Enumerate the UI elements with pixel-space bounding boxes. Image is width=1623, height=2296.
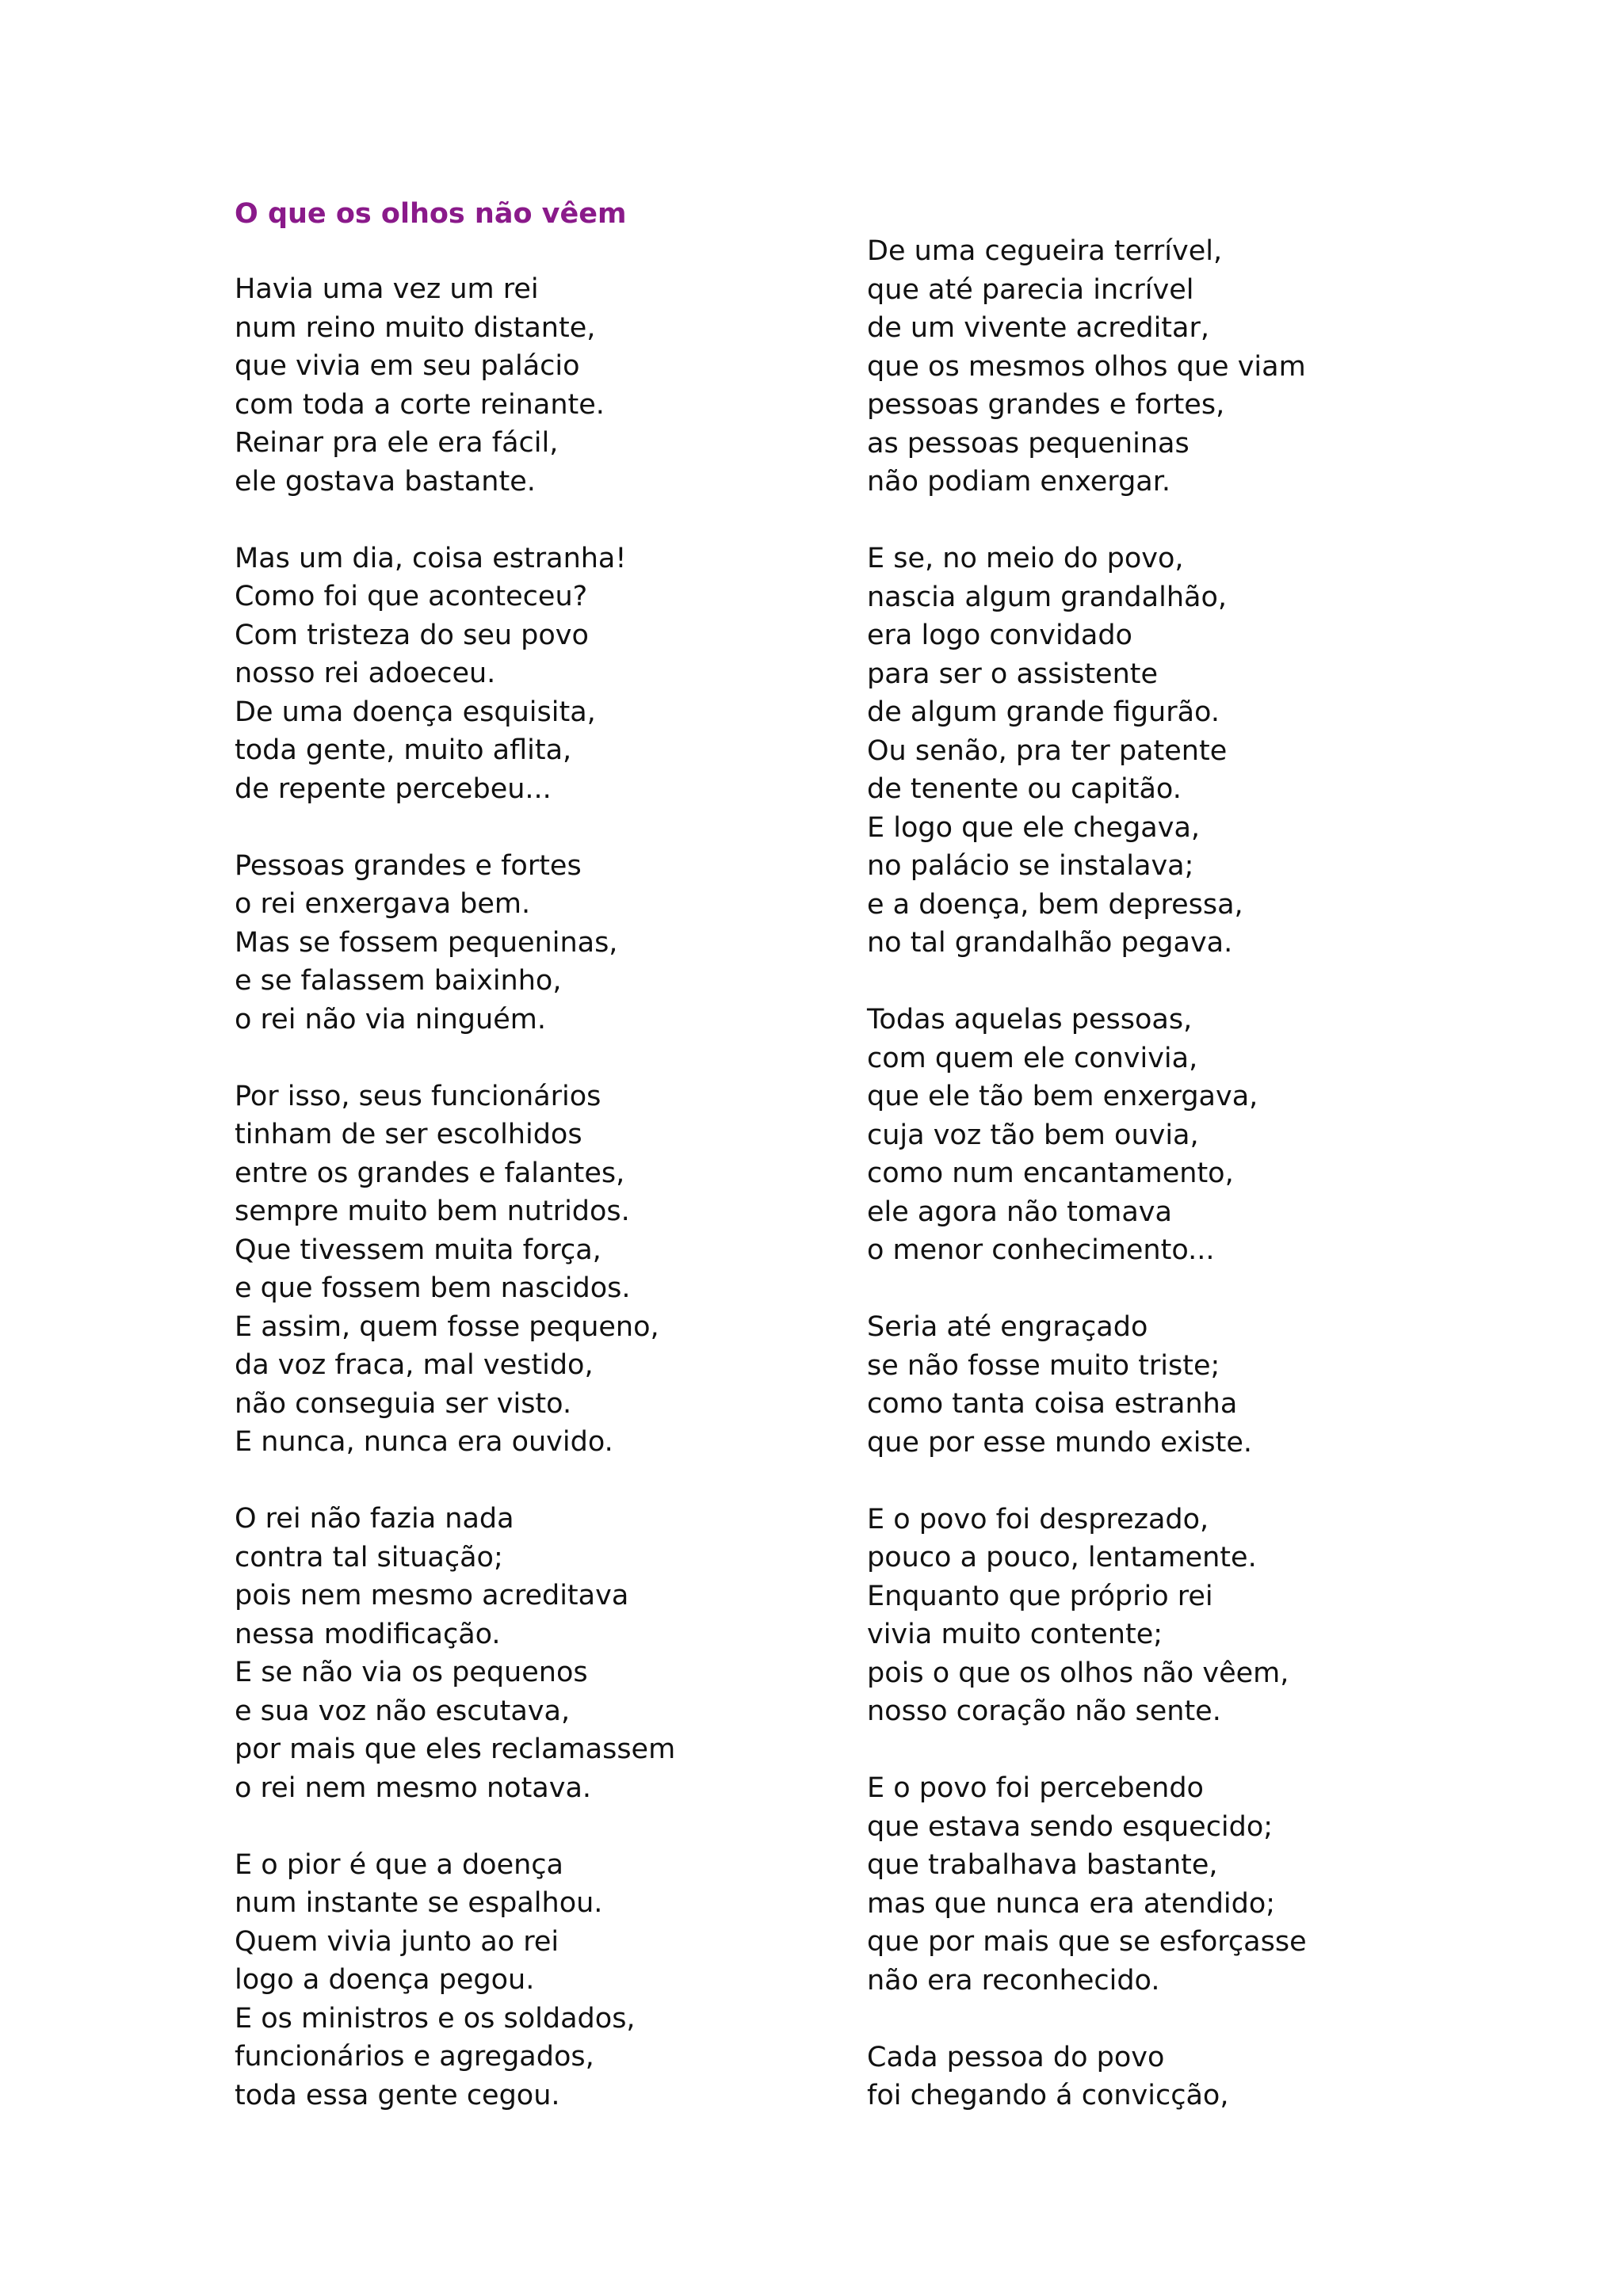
stanza: [867, 1501, 1485, 1731]
verse-line: Enquanto que próprio rei: [867, 1580, 1213, 1612]
verse-line: que trabalhava bastante,: [867, 1849, 1218, 1881]
stanza: [235, 270, 853, 501]
verse-line: num instante se espalhou.: [235, 1887, 603, 1919]
verse-line: E o povo foi desprezado,: [867, 1503, 1209, 1535]
verse-line: toda gente, muito aflita,: [235, 734, 572, 766]
verse-line: Mas um dia, coisa estranha!: [235, 542, 627, 574]
verse-line: pois o que os olhos não vêem,: [867, 1657, 1289, 1689]
stanza: [867, 2039, 1485, 2115]
verse-line: no tal grandalhão pegava.: [867, 927, 1233, 959]
verse-line: E o povo foi percebendo: [867, 1772, 1204, 1804]
verse-line: era logo convidado: [867, 620, 1132, 651]
verse-line: E os ministros e os soldados,: [235, 2002, 636, 2035]
verse-line: e a doença, bem depressa,: [867, 888, 1243, 921]
verse-line: de algum grande figurão.: [867, 696, 1220, 728]
verse-line: Mas se fossem pequeninas,: [235, 926, 618, 959]
verse-line: que os mesmos olhos que viam: [867, 350, 1306, 383]
verse-line: Cada pessoa do povo: [867, 2041, 1165, 2073]
verse-line: Ou senão, pra ter patente: [867, 734, 1228, 767]
verse-line: Todas aquelas pessoas,: [867, 1004, 1193, 1035]
verse-line: Havia uma vez um rei: [235, 273, 539, 305]
verse-line: O rei não fazia nada: [235, 1503, 514, 1535]
verse-line: nosso rei adoeceu.: [235, 658, 496, 689]
verse-line: Seria até engraçado: [867, 1311, 1148, 1343]
stanza: [235, 1077, 853, 1462]
verse-line: não conseguia ser visto.: [235, 1387, 572, 1420]
verse-line: não podiam enxergar.: [867, 466, 1171, 498]
poem-title: O que os olhos não vêem: [235, 198, 627, 230]
stanza: [235, 1846, 853, 2115]
verse-line: nosso coração não sente.: [867, 1695, 1221, 1727]
verse-line: não era reconhecido.: [867, 1964, 1160, 1997]
verse-line: E nunca, nunca era ouvido.: [235, 1426, 613, 1458]
verse-line: pouco a pouco, lentamente.: [867, 1542, 1257, 1573]
verse-line: se não fosse muito triste;: [867, 1349, 1220, 1382]
stanza: [867, 232, 1485, 502]
verse-line: com toda a corte reinante.: [235, 388, 605, 421]
verse-line: com quem ele convivia,: [867, 1042, 1198, 1074]
verse-line: tinham de ser escolhidos: [235, 1119, 582, 1150]
verse-line: Por isso, seus funcionários: [235, 1080, 601, 1112]
left-column: [235, 270, 853, 2153]
verse-line: e se falassem baixinho,: [235, 965, 562, 997]
verse-line: que ele tão bem enxergava,: [867, 1081, 1258, 1112]
verse-line: toda essa gente cegou.: [235, 2079, 560, 2111]
verse-line: De uma doença esquisita,: [235, 696, 596, 728]
verse-line: num reino muito distante,: [235, 311, 596, 344]
stanza: [235, 847, 853, 1039]
verse-line: as pessoas pequeninas: [867, 427, 1190, 460]
stanza: [235, 540, 853, 809]
verse-line: nessa modificação.: [235, 1618, 501, 1650]
verse-line: no palácio se instalava;: [867, 850, 1194, 882]
verse-line: cuja voz tão bem ouvia,: [867, 1119, 1199, 1151]
verse-line: mas que nunca era atendido;: [867, 1887, 1276, 1920]
stanza: [867, 1769, 1485, 2000]
stanza: [235, 1500, 853, 1807]
verse-line: vivia muito contente;: [867, 1619, 1163, 1650]
stanza: [867, 1001, 1485, 1270]
verse-line: da voz fraca, mal vestido,: [235, 1349, 594, 1381]
verse-line: E logo que ele chegava,: [867, 811, 1201, 844]
verse-line: pessoas grandes e fortes,: [867, 389, 1225, 421]
verse-line: De uma cegueira terrível,: [867, 235, 1223, 267]
verse-line: contra tal situação;: [235, 1541, 503, 1573]
verse-line: funcionários e agregados,: [235, 2041, 594, 2073]
verse-line: E assim, quem fosse pequeno,: [235, 1310, 659, 1343]
verse-line: sempre muito bem nutridos.: [235, 1196, 630, 1227]
verse-line: Com tristeza do seu povo: [235, 619, 589, 651]
verse-line: Reinar pra ele era fácil,: [235, 427, 559, 459]
verse-line: de um vivente acreditar,: [867, 312, 1209, 344]
verse-line: E se não via os pequenos: [235, 1657, 588, 1688]
verse-line: nascia algum grandalhão,: [867, 581, 1227, 613]
verse-line: Quem vivia junto ao rei: [235, 1925, 559, 1958]
verse-line: como tanta coisa estranha: [867, 1388, 1238, 1420]
verse-line: Pessoas grandes e fortes: [235, 849, 582, 882]
right-column: [867, 232, 1485, 2153]
verse-line: que vivia em seu palácio: [235, 350, 580, 382]
stanza: [867, 540, 1485, 963]
verse-line: Como foi que aconteceu?: [235, 581, 588, 612]
verse-line: de tenente ou capitão.: [867, 773, 1182, 805]
verse-line: E se, no meio do povo,: [867, 543, 1184, 574]
stanza: [867, 1308, 1485, 1462]
verse-line: ele gostava bastante.: [235, 465, 536, 498]
verse-line: e sua voz não escutava,: [235, 1695, 571, 1727]
verse-line: pois nem mesmo acreditava: [235, 1580, 629, 1611]
verse-line: o rei nem mesmo notava.: [235, 1772, 592, 1804]
verse-line: ele agora não tomava: [867, 1196, 1172, 1228]
verse-line: que por mais que se esforçasse: [867, 1926, 1307, 1958]
verse-line: por mais que eles reclamassem: [235, 1733, 676, 1765]
verse-line: o rei não via ninguém.: [235, 1003, 546, 1035]
verse-line: o rei enxergava bem.: [235, 888, 531, 920]
verse-line: que por esse mundo existe.: [867, 1426, 1253, 1459]
verse-line: e que fossem bem nascidos.: [235, 1272, 631, 1304]
verse-line: entre os grandes e falantes,: [235, 1157, 625, 1189]
verse-line: de repente percebeu...: [235, 772, 552, 805]
verse-line: foi chegando á convicção,: [867, 2080, 1229, 2111]
verse-line: logo a doença pegou.: [235, 1964, 535, 1996]
verse-line: E o pior é que a doença: [235, 1848, 563, 1881]
verse-line: para ser o assistente: [867, 658, 1159, 690]
verse-line: que até parecia incrível: [867, 273, 1194, 306]
verse-line: Que tivessem muita força,: [235, 1234, 601, 1266]
verse-line: como num encantamento,: [867, 1158, 1234, 1189]
verse-line: que estava sendo esquecido;: [867, 1810, 1274, 1843]
verse-line: o menor conhecimento...: [867, 1234, 1215, 1266]
